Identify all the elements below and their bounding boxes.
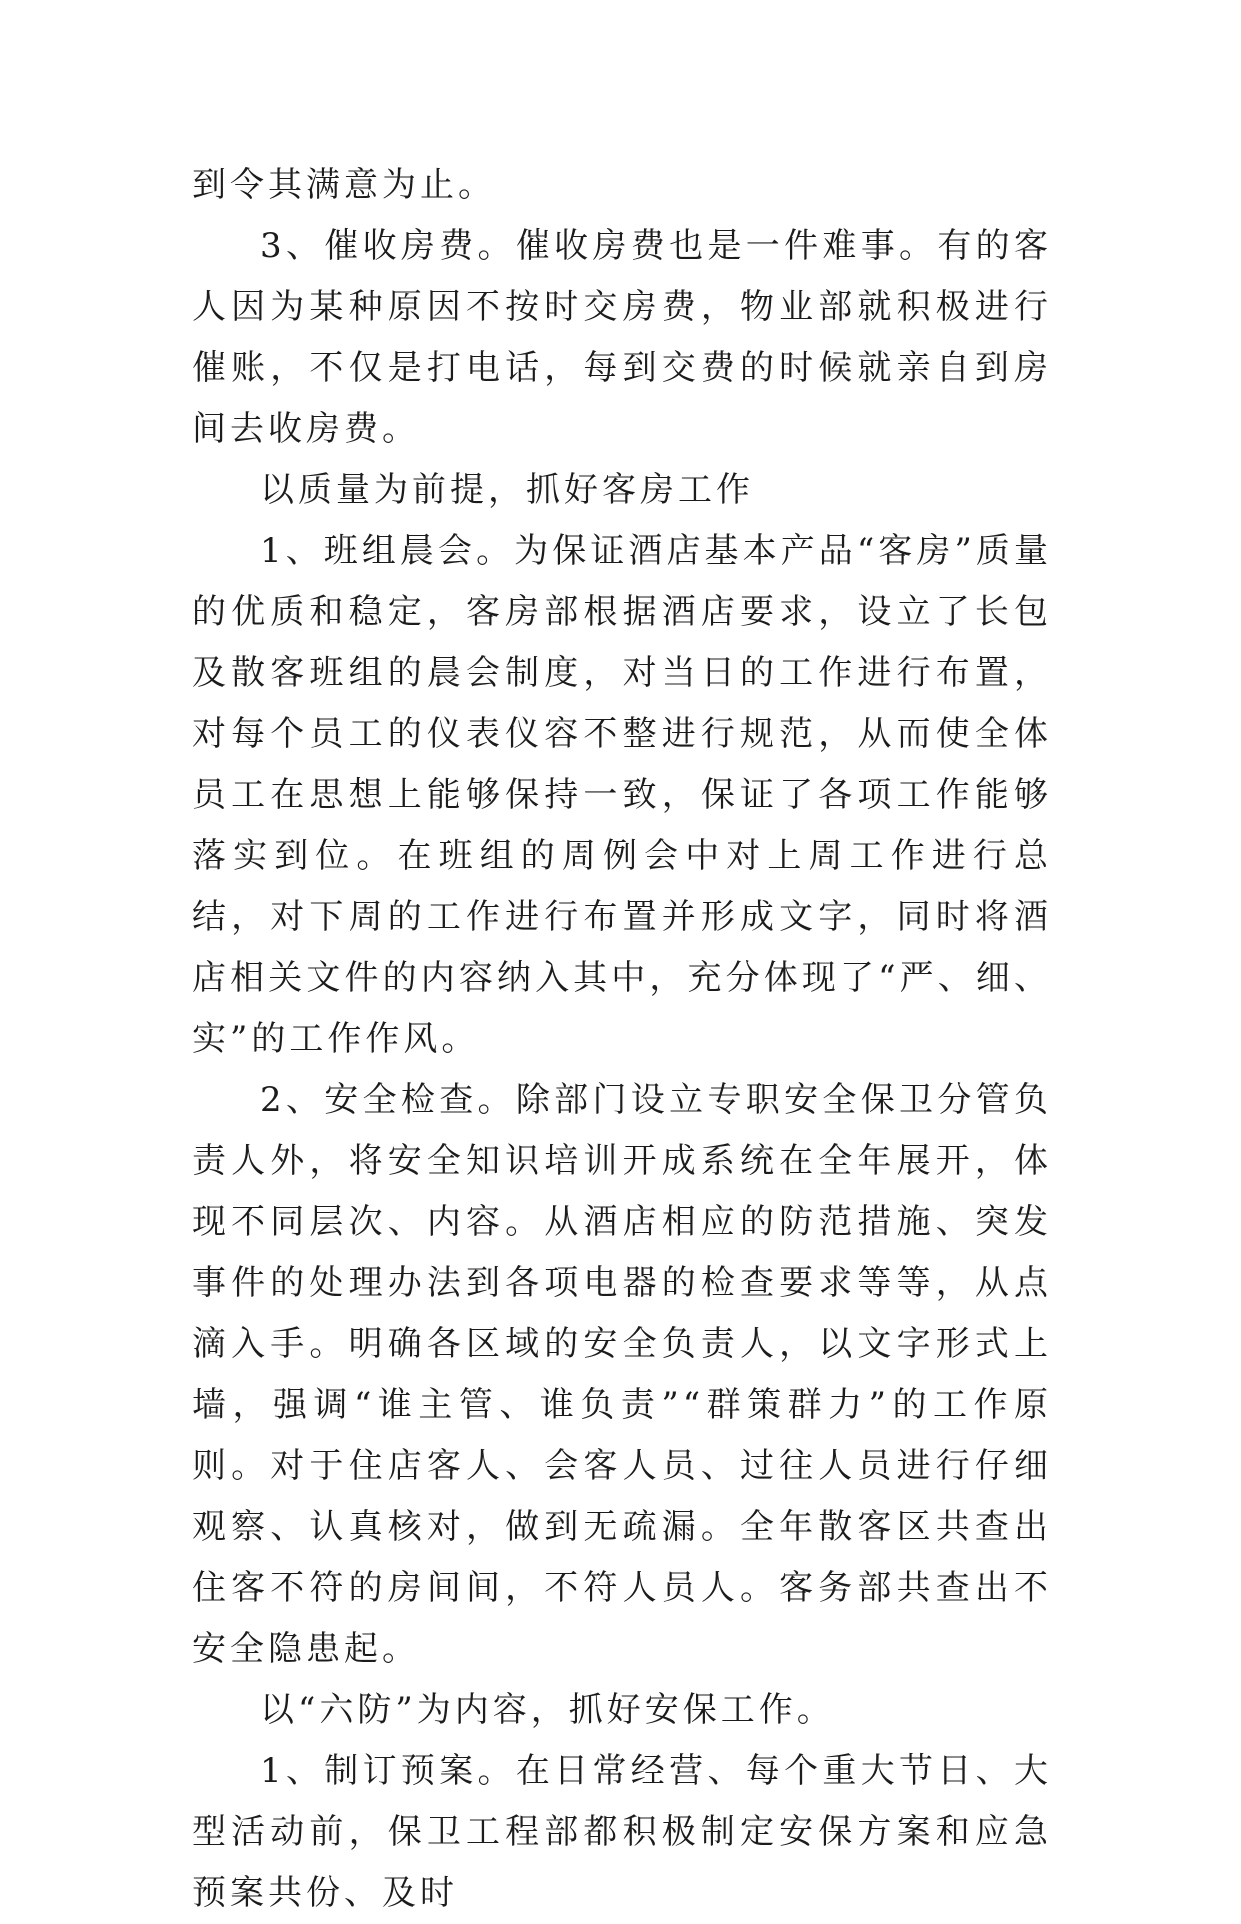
document-body bbox=[192, 155, 1052, 1924]
paragraph-safety-inspection: 2、安全检查。除部门设立专职安全保卫分管负责人外，将安全知识培训开成系统在全年展开，体现不同层次、内容。从酒店相应的防范措施、突发事件的处理办法到各项电器的检查要求等等，从点滴入手。明确各区域的安全负责人，以文字形式上墙，强调“谁主管、谁负责”“群策群力”的工作原则。对于住店客人、会客人员、过往人员进行仔细观察、认真核对，做到无疏漏。全年散客区共查出住客不符的房间间，不符人员人。客务部共查出不安全隐患起。 bbox=[192, 1080, 1052, 1669]
paragraph-team-morning-meeting: 1、班组晨会。为保证酒店基本产品“客房”质量的优质和稳定，客房部根据酒店要求，设立了长包及散客班组的晨会制度，对当日的工作进行布置，对每个员工的仪表仪容不整进行规范，从而使全体员工在思想上能够保持一致，保证了各项工作能够落实到位。在班组的周例会中对上周工作进行总结，对下周的工作进行布置并形成文字，同时将酒店相关文件的内容纳入其中，充分体现了“严、细、实”的工作作风。 bbox=[192, 531, 1052, 1059]
paragraph-continuation: 到令其满意为止。 bbox=[192, 165, 496, 205]
section-heading-six-prevention-security: 以“六防”为内容，抓好安保工作。 bbox=[260, 1690, 835, 1730]
paragraph-contingency-plans: 1、制订预案。在日常经营、每个重大节日、大型活动前，保卫工程部都积极制定安保方案和应急预案共份、及时 bbox=[192, 1751, 1052, 1913]
section-heading-guest-room-quality: 以质量为前提，抓好客房工作 bbox=[260, 470, 754, 510]
paragraph-collect-room-fees: 3、催收房费。催收房费也是一件难事。有的客人因为某种原因不按时交房费，物业部就积极进行催账，不仅是打电话，每到交费的时候就亲自到房间去收房费。 bbox=[192, 226, 1052, 449]
